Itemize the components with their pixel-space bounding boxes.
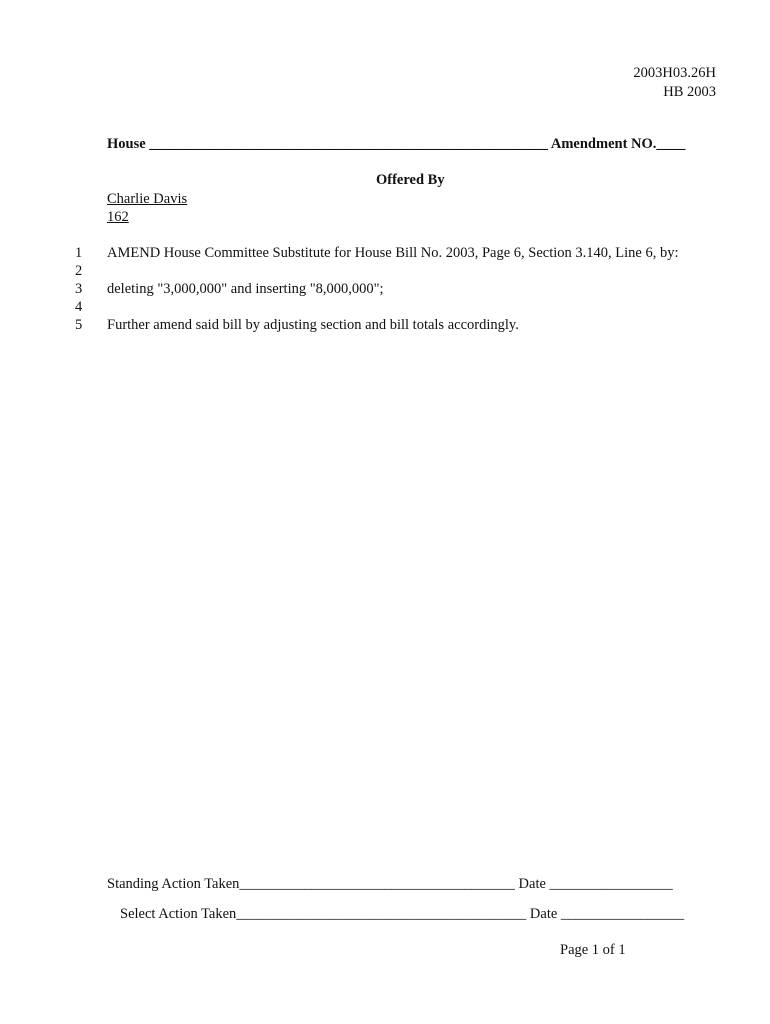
amendment-line-1: AMEND House Committee Substitute for House Bill No. 2003, Page 6, Section 3.140, Line 6, by: — [107, 245, 679, 261]
offered-by-heading: Offered By — [376, 172, 445, 188]
line-number: 1 — [75, 245, 83, 261]
amendment-line-5: Further amend said bill by adjusting section and bill totals accordingly. — [107, 317, 519, 333]
line-number: 3 — [75, 281, 83, 297]
line-number: 5 — [75, 317, 83, 333]
document-code: 2003H03.26H — [633, 65, 716, 81]
line-numbers — [75, 244, 82, 334]
page-number: Page 1 of 1 — [560, 942, 626, 958]
sponsor-name: Charlie Davis — [107, 191, 188, 207]
amendment-body — [107, 244, 679, 334]
line-number: 2 — [75, 263, 83, 279]
amendment-line-2 — [107, 262, 679, 280]
select-action-line: Select Action Taken________________________________________ Date _________________ — [120, 906, 685, 922]
line-number: 4 — [75, 299, 83, 315]
sponsor-block — [107, 190, 187, 226]
amendment-line-3: deleting "3,000,000" and inserting "8,000,000"; — [107, 281, 384, 297]
sponsor-district: 162 — [107, 209, 129, 225]
bill-number: HB 2003 — [663, 84, 716, 100]
amendment-line-4 — [107, 298, 679, 316]
document-id-block — [633, 64, 716, 102]
standing-action-line: Standing Action Taken______________________________________ Date _________________ — [107, 876, 673, 892]
house-amendment-line: House _______________________________________________________ Amendment NO.____ — [107, 136, 686, 152]
